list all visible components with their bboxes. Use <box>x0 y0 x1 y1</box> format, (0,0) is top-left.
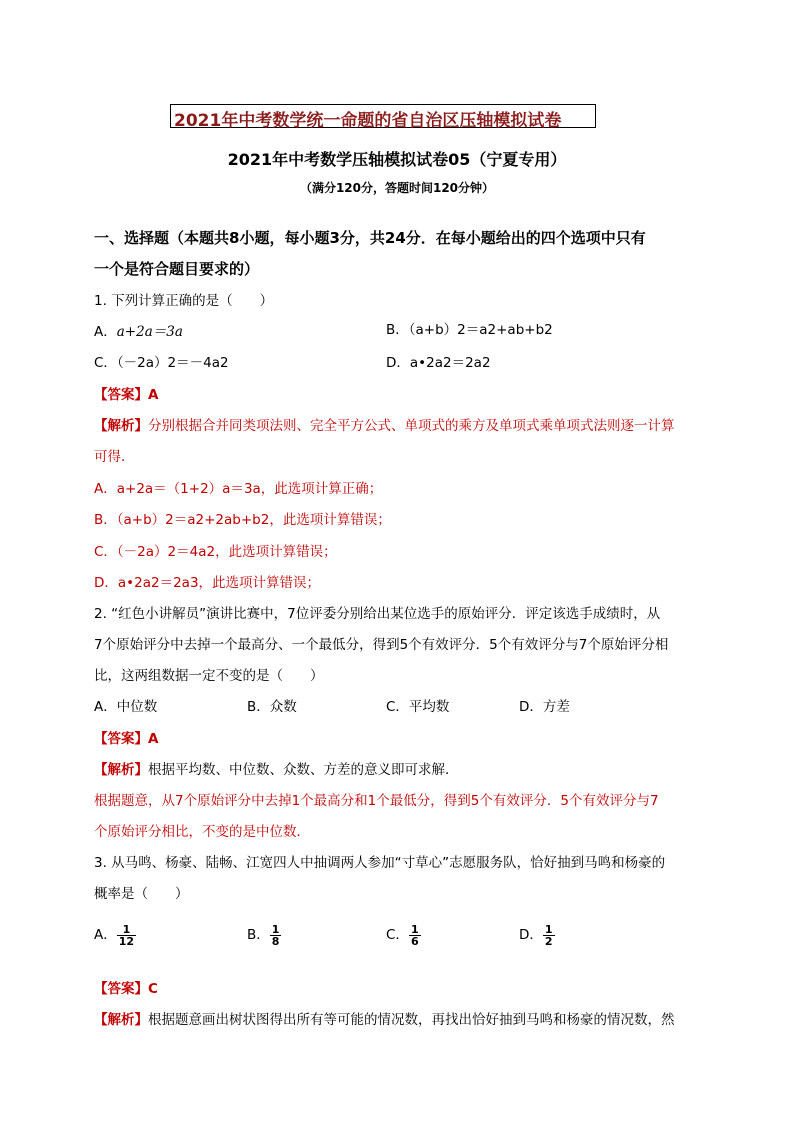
q3-stem-line1: 3. 从马鸣、杨豪、陆畅、江宽四人中抽调两人参加“寸草心”志愿服务队，恰好抽到马鸣和杨豪的 <box>94 855 666 871</box>
q1-option-a-expr: a+2a＝3a <box>116 324 183 340</box>
q3-option-c: C． $\frac{1}{6}$ <box>386 922 419 948</box>
q2-option-c: C．平均数 <box>386 699 450 715</box>
section-heading-line1: 一、选择题（本题共8小题，每小题3分，共24分．在每小题给出的四个选项中只有 <box>94 229 646 247</box>
q1-option-d-expr: a•2a2＝2a2 <box>409 355 491 371</box>
q2-answer <box>94 727 158 747</box>
q2-stem-line3: 比，这两组数据一定不变的是（ ） <box>94 668 324 684</box>
answer-label: 【答案】 <box>94 387 148 403</box>
banner-text: 2021年中考数学统一命题的省自治区压轴模拟试卷 <box>174 111 562 131</box>
q1-stem: 1. 下列计算正确的是（ ） <box>94 293 274 309</box>
fraction: $\frac{1}{8}$ <box>271 922 280 948</box>
q2-option-b: B．众数 <box>247 699 297 715</box>
q3-answer <box>94 977 158 997</box>
q1-detail-b: B．（a+b）2＝a2+2ab+b2，此选项计算错误； <box>94 512 391 528</box>
q1-option-c: C．（－2a）2＝－4a2 <box>94 355 229 371</box>
q1-answer <box>94 383 158 403</box>
q1-option-c-expr: （－2a）2＝－4a2 <box>116 355 229 371</box>
q1-option-b-expr: （a+b）2＝a2+ab+b2 <box>408 322 553 338</box>
q1-option-b: B．（a+b）2＝a2+ab+b2 <box>386 322 553 338</box>
q2-detail-line1: 根据题意，从7个原始评分中去掉1个最高分和1个最低分，得到5个有效评分．5个有效评分与7 <box>94 793 659 809</box>
q3-answer-value: C <box>148 981 158 997</box>
analysis-label: 【解析】 <box>94 1012 148 1028</box>
q1-detail-a: A．a+2a＝（1+2）a＝3a，此选项计算正确； <box>94 481 383 497</box>
fraction: $\frac{1}{12}$ <box>118 922 135 948</box>
q3-stem-line2: 概率是（ ） <box>94 886 189 902</box>
q1-option-a: A．a+2a＝3a <box>94 324 183 340</box>
answer-label: 【答案】 <box>94 731 148 747</box>
q3-option-b: B． $\frac{1}{8}$ <box>247 922 280 948</box>
q2-detail-line2: 个原始评分相比，不变的是中位数． <box>94 824 310 840</box>
q2-option-a: A．中位数 <box>94 699 158 715</box>
q2-answer-value: A <box>148 731 159 747</box>
q3-option-d: D． $\frac{1}{2}$ <box>519 922 553 948</box>
q1-detail-d: D．a•2a2＝2a3，此选项计算错误； <box>94 575 321 591</box>
page-title: 2021年中考数学压轴模拟试卷05（宁夏专用） <box>227 150 567 169</box>
page-subtitle: （满分120分，答题时间120分钟） <box>299 181 495 195</box>
q1-analysis-line1: 【解析】分别根据合并同类项法则、完全平方公式、单项式的乘方及单项式乘单项式法则逐一计算 <box>94 418 675 434</box>
q2-stem-line1: 2. “红色小讲解员”演讲比赛中，7位评委分别给出某位选手的原始评分．评定该选手成绩时，从 <box>94 606 661 622</box>
q2-stem-line2: 7个原始评分中去掉一个最高分、一个最低分，得到5个有效评分．5个有效评分与7个原始评分相 <box>94 637 669 653</box>
analysis-label: 【解析】 <box>94 418 148 434</box>
q1-detail-c: C．（－2a）2＝4a2，此选项计算错误； <box>94 544 337 560</box>
q2-analysis: 【解析】根据平均数、中位数、众数、方差的意义即可求解． <box>94 762 459 778</box>
analysis-label: 【解析】 <box>94 762 148 778</box>
fraction: $\frac{1}{2}$ <box>544 922 553 948</box>
q3-analysis: 【解析】根据题意画出树状图得出所有等可能的情况数，再找出恰好抽到马鸣和杨豪的情况数，然 <box>94 1012 675 1028</box>
answer-label: 【答案】 <box>94 981 148 997</box>
q3-option-a: A． $\frac{1}{12}$ <box>94 922 135 948</box>
exam-series-banner <box>170 104 596 131</box>
q2-option-d: D．方差 <box>519 699 570 715</box>
section-heading-line2: 一个是符合题目要求的） <box>94 260 260 278</box>
q1-analysis-line2: 可得． <box>94 449 135 465</box>
fraction: $\frac{1}{6}$ <box>410 922 419 948</box>
q1-option-d: D．a•2a2＝2a2 <box>386 355 491 371</box>
q1-answer-value: A <box>148 387 159 403</box>
